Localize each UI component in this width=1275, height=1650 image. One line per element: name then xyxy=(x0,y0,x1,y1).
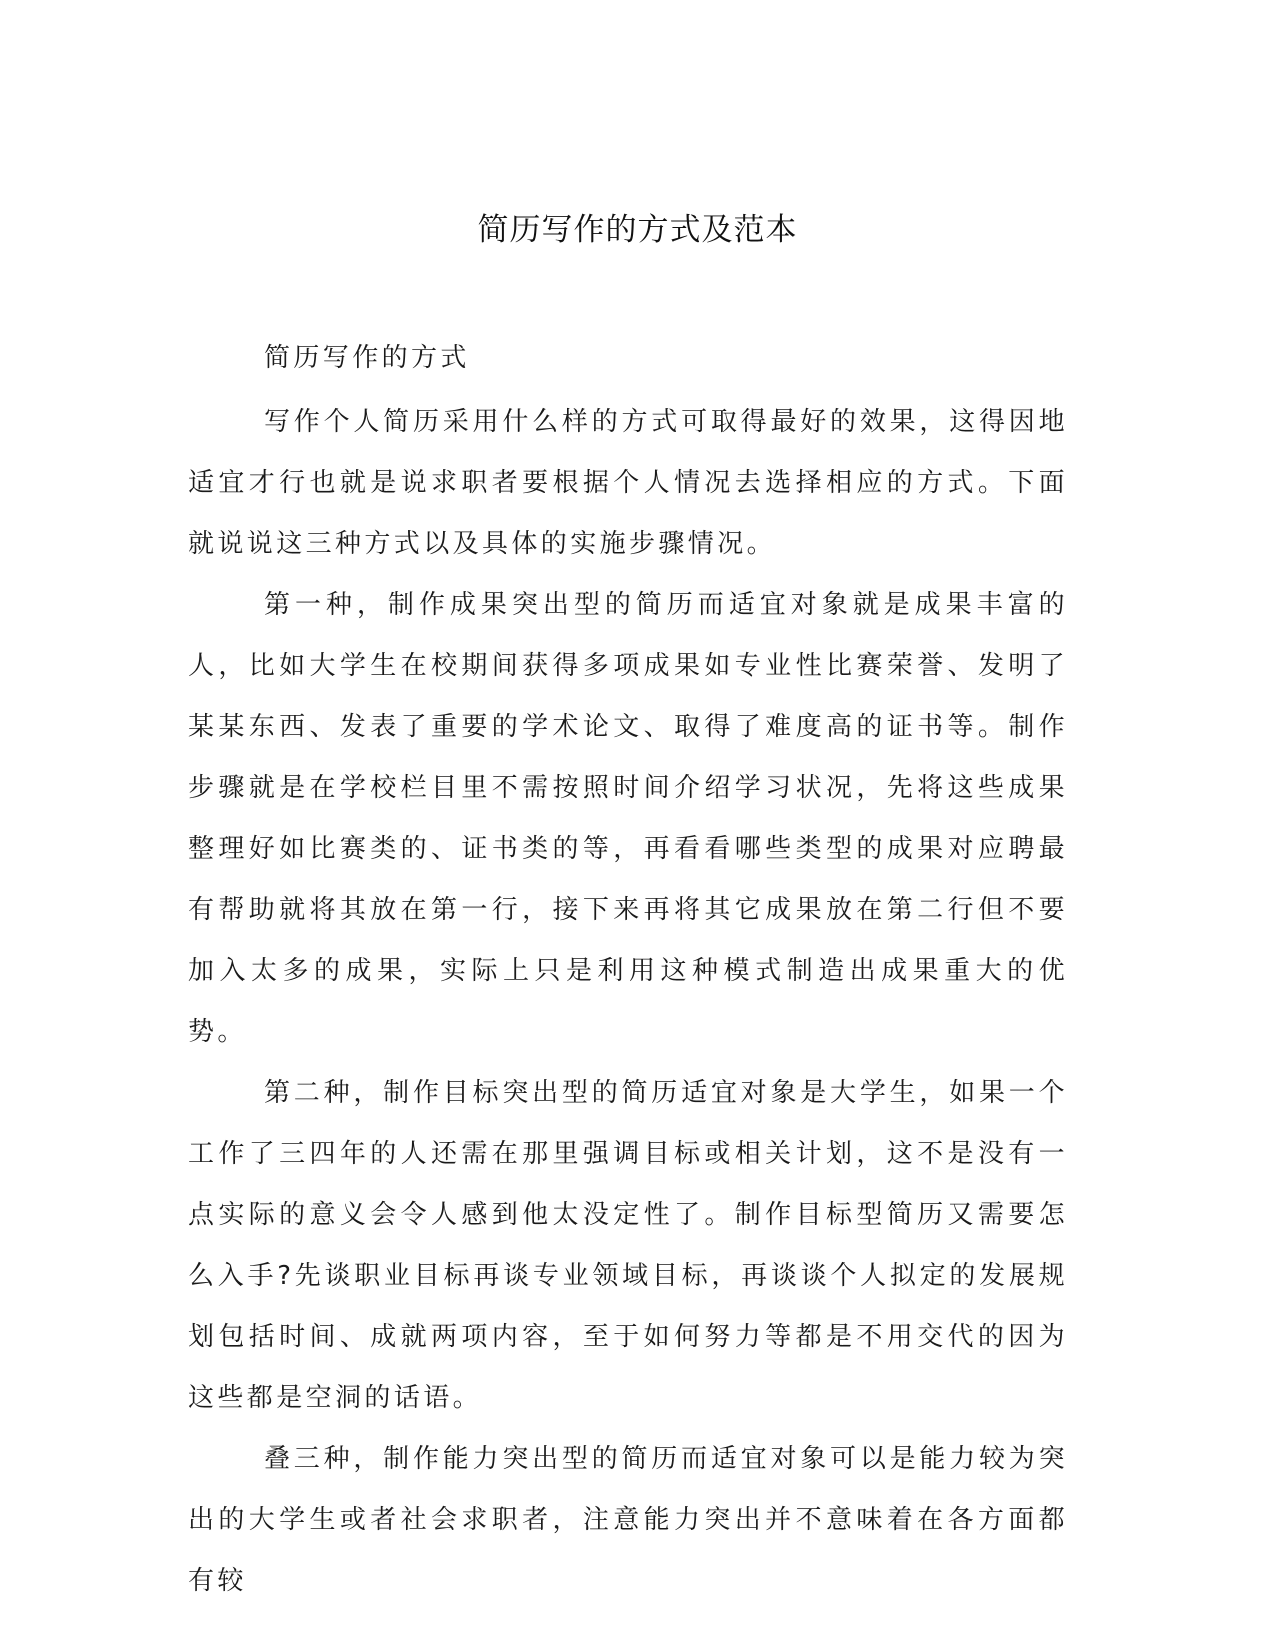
paragraph-third-type: 叠三种，制作能力突出型的简历而适宜对象可以是能力较为突出的大学生或者社会求职者，注意能力突出并不意味着在各方面都有较 xyxy=(188,1444,1068,1596)
section-heading: 简历写作的方式 xyxy=(264,343,470,373)
paragraph-intro: 写作个人简历采用什么样的方式可取得最好的效果，这得因地适宜才行也就是说求职者要根据个人情况去选择相应的方式。下面就说说这三种方式以及具体的实施步骤情况。 xyxy=(188,407,1068,559)
paragraph-second-type: 第二种，制作目标突出型的简历适宜对象是大学生，如果一个工作了三四年的人还需在那里强调目标或相关计划，这不是没有一点实际的意义会令人感到他太没定性了。制作目标型简历又需要怎么入手?先谈职业目标再谈专业领域目标，再谈谈个人拟定的发展规划包括时间、成就两项内容，至于如何努力等都是不用交代的因为这些都是空洞的话语。 xyxy=(188,1078,1068,1413)
document-body xyxy=(188,328,1068,1612)
document-title: 简历写作的方式及范本 xyxy=(477,212,798,248)
paragraph-first-type: 第一种，制作成果突出型的简历而适宜对象就是成果丰富的人，比如大学生在校期间获得多项成果如专业性比赛荣誉、发明了某某东西、发表了重要的学术论文、取得了难度高的证书等。制作步骤就是在学校栏目里不需按照时间介绍学习状况，先将这些成果整理好如比赛类的、证书类的等，再看看哪些类型的成果对应聘最有帮助就将其放在第一行，接下来再将其它成果放在第二行但不要加入太多的成果，实际上只是利用这种模式制造出成果重大的优势。 xyxy=(188,590,1068,1047)
